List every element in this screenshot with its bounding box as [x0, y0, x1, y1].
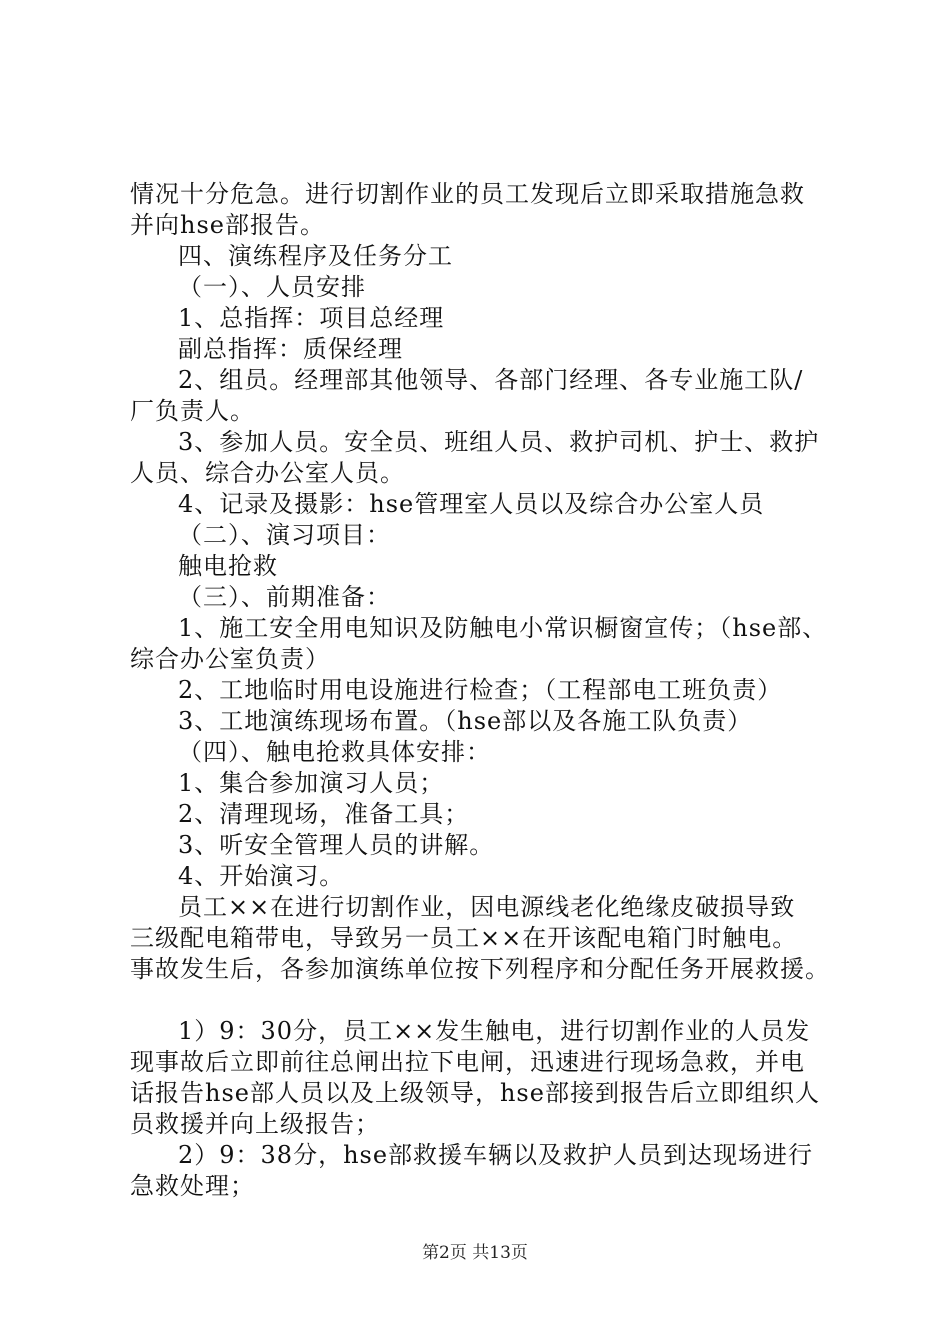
body-line: 1、施工安全用电知识及防触电小常识橱窗宣传；（hse部、 — [178, 614, 828, 642]
body-line: 1、集合参加演习人员； — [178, 769, 445, 797]
body-line: 并向hse部报告。 — [130, 211, 325, 239]
body-line: 厂负责人。 — [130, 397, 255, 425]
body-line: 员工××在进行切割作业，因电源线老化绝缘皮破损导致 — [178, 893, 796, 921]
subsection-heading: （二）、演习项目： — [178, 521, 391, 549]
body-line: 触电抢救 — [178, 552, 278, 580]
body-line: 1）9：30分，员工××发生触电，进行切割作业的人员发 — [178, 1017, 811, 1045]
page-number-footer: 第2页 共13页 — [422, 1243, 528, 1263]
body-line: 综合办公室负责） — [130, 645, 330, 673]
body-line: 3、参加人员。安全员、班组人员、救护司机、护士、救护 — [178, 428, 820, 456]
body-line: 3、听安全管理人员的讲解。 — [178, 831, 495, 859]
body-line: 副总指挥：质保经理 — [178, 335, 403, 363]
body-line: 2、组员。经理部其他领导、各部门经理、各专业施工队/ — [178, 366, 804, 394]
section-heading: 四、演练程序及任务分工 — [178, 242, 453, 270]
body-line: 三级配电箱带电，导致另一员工××在开该配电箱门时触电。 — [130, 924, 798, 952]
body-line: 急救处理； — [130, 1172, 255, 1200]
subsection-heading: （四）、触电抢救具体安排： — [178, 738, 491, 766]
body-line: 话报告hse部人员以及上级领导，hse部接到报告后立即组织人 — [130, 1079, 820, 1107]
subsection-heading: （一）、人员安排 — [178, 273, 366, 301]
body-line: 现事故后立即前往总闸出拉下电闸，迅速进行现场急救，并电 — [130, 1048, 805, 1076]
body-line: 4、开始演习。 — [178, 862, 345, 890]
body-line: 员救援并向上级报告； — [130, 1110, 380, 1138]
body-line: 事故发生后，各参加演练单位按下列程序和分配任务开展救援。 — [130, 955, 830, 983]
subsection-heading: （三）、前期准备： — [178, 583, 391, 611]
body-line: 4、记录及摄影：hse管理室人员以及综合办公室人员 — [178, 490, 765, 518]
body-line: 1、总指挥：项目总经理 — [178, 304, 445, 332]
body-line: 2、清理现场，准备工具； — [178, 800, 470, 828]
body-line: 2）9：38分，hse部救援车辆以及救护人员到达现场进行 — [178, 1141, 814, 1169]
body-line: 2、工地临时用电设施进行检查；（工程部电工班负责） — [178, 676, 783, 704]
body-line: 3、工地演练现场布置。（hse部以及各施工队负责） — [178, 707, 753, 735]
body-line: 情况十分危急。进行切割作业的员工发现后立即采取措施急救 — [130, 180, 805, 208]
body-line: 人员、综合办公室人员。 — [130, 459, 405, 487]
